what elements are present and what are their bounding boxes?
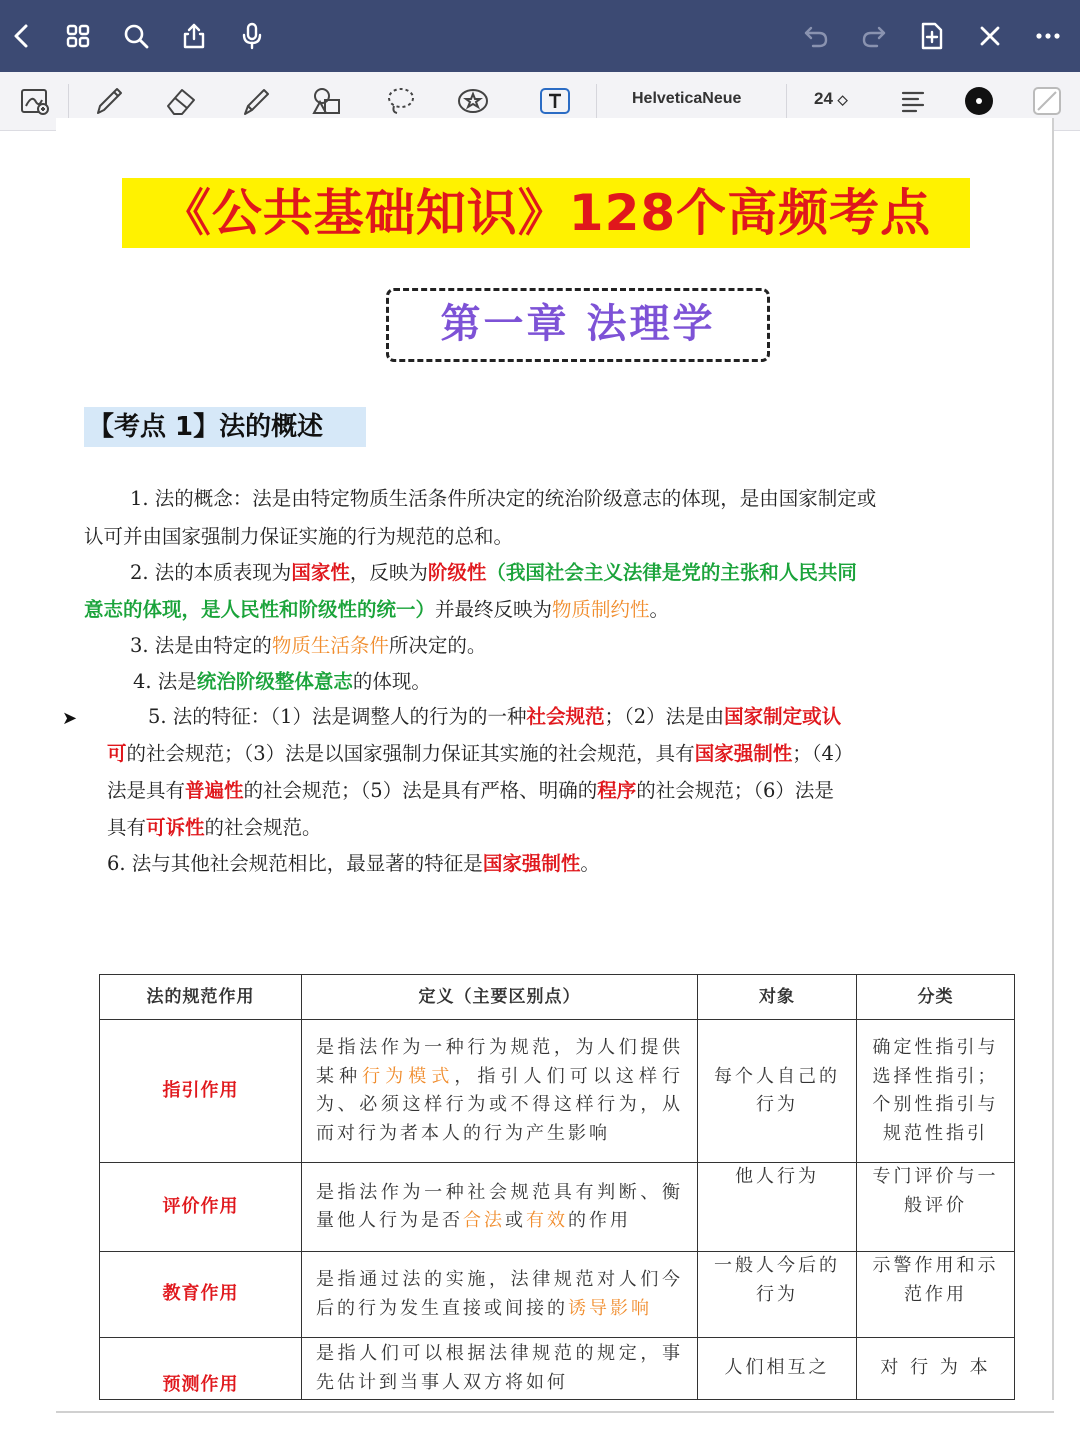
page-bottom-margin [0,1400,1080,1443]
bullet-arrow-icon: ➤ [62,708,78,729]
highlight-red: 可 [107,742,127,765]
highlight-green: （我国社会主义法律是党的主张和人民共同 [486,561,857,584]
paragraph-1-line-1: 1. 法的概念：法是由特定物质生活条件所决定的统治阶级意志的体现，是由国家制定或 [130,487,877,510]
shapes-icon [308,82,346,120]
function-name: 指引作用 [100,1020,302,1163]
function-name: 教育作用 [100,1252,302,1338]
highlight-orange: 物质生活条件 [271,634,389,657]
text: 的社会规范；（5）法是具有严格、明确的 [243,779,598,802]
text: ，反映为 [349,561,428,584]
function-name: 评价作用 [100,1163,302,1252]
highlight-red: 可诉性 [146,816,205,839]
text: 或 [505,1210,526,1231]
text: 。 [580,852,600,875]
search-button[interactable] [114,14,158,58]
column-header: 分类 [857,975,1015,1020]
highlight-orange: 合法 [463,1210,505,1231]
toolbar-divider [596,84,597,118]
text: 所决定的。 [388,634,487,657]
section-heading: 【考点 1】法的概述 [84,407,366,447]
text: 的体现。 [352,670,431,693]
function-object: 每个人自己的行为 [698,1020,857,1163]
paragraph-5-line-2 [107,736,853,773]
highlight-red: 社会规范 [526,705,605,728]
highlight-red: 普遍性 [185,779,244,802]
highlight-red: 阶级性 [427,561,487,584]
function-classification: 确定性指引与选择性指引；个别性指引与规范性指引 [857,1020,1015,1163]
function-definition: 是指人们可以根据法律规范的规定，事先估计到当事人双方将如何 [302,1338,698,1400]
highlight-red: 国家强制性 [694,742,793,765]
text: 2. 法的本质表现为 [130,561,292,584]
text: 的作用 [568,1210,631,1231]
text: ，指引人们可以这样行为、必须这样行为或不得这样行为，从而对行为者本人的行为产生影响 [316,1065,684,1144]
text: 。 [649,598,670,621]
text-tool[interactable] [534,80,576,122]
chapter-heading: 第一章 法理学 [386,288,770,362]
column-header: 法的规范作用 [100,975,302,1020]
grid-view-button[interactable] [56,14,100,58]
text: 4. 法是 [133,670,197,693]
text: 具有 [107,816,147,839]
close-icon [975,21,1005,51]
font-name-selector[interactable]: HelveticaNeue [632,90,742,107]
paragraph-5-line-1 [148,699,841,736]
mic-icon [237,21,267,51]
function-object: 人们相互之 [698,1338,857,1400]
microphone-button[interactable] [230,14,274,58]
more-icon [1033,21,1063,51]
highlight-orange: 行为模式 [362,1065,455,1087]
function-definition [302,1252,698,1338]
close-button[interactable] [968,14,1012,58]
highlight-orange: 诱导影响 [568,1297,652,1319]
text: ；（4） [792,742,854,765]
add-page-icon [917,21,947,51]
stepper-icon: ◇ [837,92,848,107]
text-tool-icon [536,82,574,120]
paragraph-4 [133,664,431,701]
highlight-red: 国家制定或认 [724,705,842,728]
lasso-icon [382,82,420,120]
highlight-green: 统治阶级整体意志 [196,670,353,693]
highlight-red: 程序 [597,779,637,802]
highlight-green: 意志的体现，是人民性和阶级性的统一） [84,598,436,621]
text: ；（2）法是由 [604,705,725,728]
toolbar-divider [68,84,69,118]
table-row [100,1252,1015,1338]
highlight-red: 国家性 [291,561,350,584]
image-select-tool[interactable] [14,80,56,122]
pen-tool[interactable] [88,80,130,122]
paragraph-5-line-4 [107,810,322,847]
table-row [100,1020,1015,1163]
top-navigation-bar [0,0,1080,72]
norm-functions-table [99,974,1015,1400]
align-left-icon [894,82,932,120]
function-definition [302,1163,698,1252]
text: 的社会规范。 [204,816,322,839]
color-picker-button[interactable] [958,80,1000,122]
column-header: 定义（主要区别点） [302,975,698,1020]
back-button[interactable] [0,14,44,58]
function-classification: 对 行 为 本 [857,1338,1015,1400]
function-object: 一般人今后的行为 [698,1252,857,1338]
highlight-orange: 有效 [526,1210,568,1231]
undo-button[interactable] [794,14,838,58]
black-color-swatch-icon [960,82,998,120]
highlighter-icon [236,82,274,120]
function-classification: 示警作用和示范作用 [857,1252,1015,1338]
paragraph-3 [130,628,486,665]
grid-icon [63,21,93,51]
paragraph-5-line-3 [107,773,834,810]
highlight-red: 国家强制性 [482,852,581,875]
back-icon [7,21,37,51]
highlight-orange: 物质制约性 [552,598,650,621]
text: 法是具有 [107,779,186,802]
table-header-row [100,975,1015,1020]
highlighter-tool[interactable] [234,80,276,122]
paragraph-2-line-1 [130,555,857,592]
text: 的社会规范；（6）法是 [636,779,834,802]
paragraph-1-line-2: 认可并由国家强制力保证实施的行为规范的总和。 [84,525,514,548]
page-title: 《公共基础知识》128个高频考点 [122,178,970,248]
style-button[interactable] [1026,80,1068,122]
table-row [100,1338,1015,1400]
undo-icon [801,21,831,51]
toolbar-divider [786,84,787,118]
font-size-stepper[interactable] [814,89,848,109]
more-button[interactable] [1026,14,1070,58]
eraser-icon [162,82,200,120]
text: 是指法作为一种社会规范具有判断、衡量他人行为是否 [316,1181,683,1231]
table-row [100,1163,1015,1252]
share-icon [179,21,209,51]
sticker-icon [454,82,492,120]
text: 是指法作为一种行为规范，为人们提供某种 [316,1037,683,1087]
image-select-icon [16,82,54,120]
eraser-tool[interactable] [160,80,202,122]
search-icon [121,21,151,51]
font-size-value: 24 [814,89,833,108]
sticker-tool[interactable] [452,80,494,122]
shapes-tool[interactable] [306,80,348,122]
text: 的社会规范；（3）法是以国家强制力保证其实施的社会规范，具有 [126,742,695,765]
no-fill-icon [1028,82,1066,120]
share-button[interactable] [172,14,216,58]
text: 3. 法是由特定的 [130,634,272,657]
paragraph-6 [107,846,600,883]
redo-button[interactable] [852,14,896,58]
text-align-button[interactable] [892,80,934,122]
column-header: 对象 [698,975,857,1020]
text: 并最终反映为 [435,598,553,621]
add-page-button[interactable] [910,14,954,58]
lasso-tool[interactable] [380,80,422,122]
pen-icon [90,82,128,120]
text: 是指通过法的实施，法律规范对人们今后的行为发生直接或间接的 [316,1269,683,1319]
function-name: 预测作用 [100,1338,302,1400]
function-object: 他人行为 [698,1163,857,1252]
function-classification: 专门评价与一般评价 [857,1163,1015,1252]
redo-icon [859,21,889,51]
function-definition [302,1020,698,1163]
paragraph-2-line-2 [84,592,669,629]
page-bottom-edge [56,1411,1054,1413]
text: 6. 法与其他社会规范相比，最显著的特征是 [107,852,483,875]
text: 5. 法的特征：（1）法是调整人的行为的一种 [148,705,527,728]
